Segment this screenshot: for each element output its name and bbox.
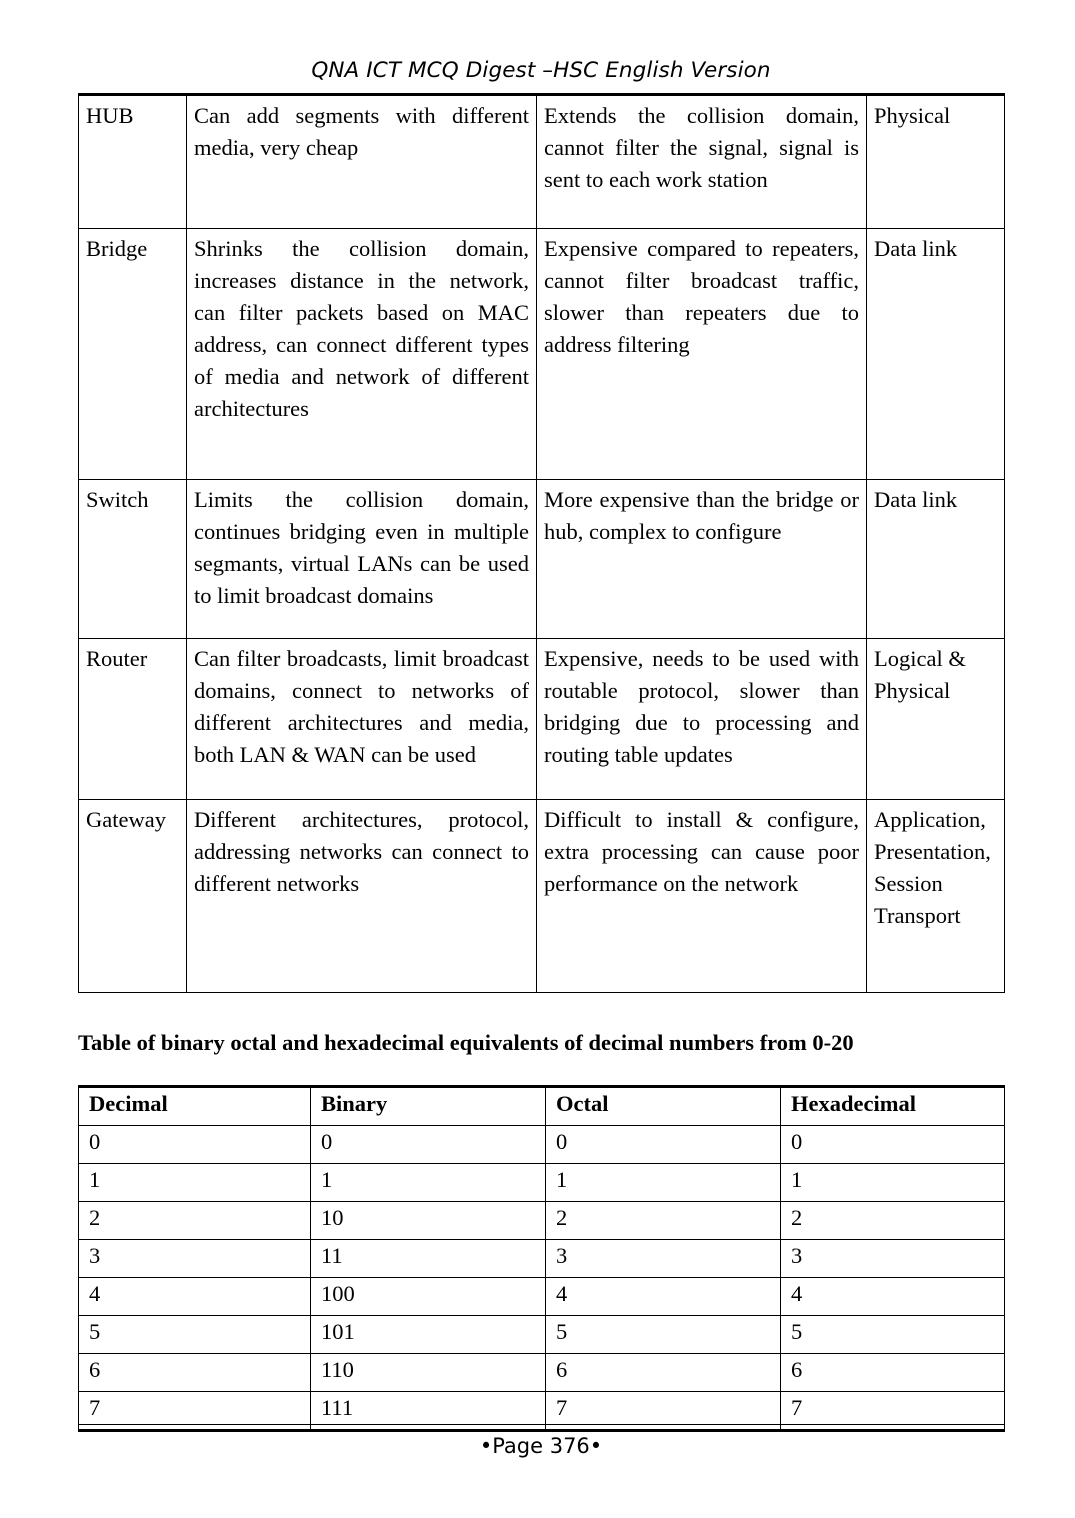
device-advantages-cell: Different architectures, protocol, addressing networks can connect to different networks [187,800,537,993]
decimal-cell: 0 [79,1126,311,1164]
binary-cell: 111 [311,1392,546,1431]
table-row [79,95,1005,229]
running-header: QNA ICT MCQ Digest –HSC English Version [311,58,771,83]
binary-cell: 101 [311,1316,546,1354]
network-devices-table [78,93,1005,993]
device-disadvantages-cell: Expensive compared to repeaters, cannot filter broadcast traffic, slower than repeaters due to address filtering [537,229,867,480]
binary-cell: 1 [311,1164,546,1202]
octal-cell: 2 [546,1202,781,1240]
octal-cell: 6 [546,1354,781,1392]
hexadecimal-cell: 4 [781,1278,1005,1316]
device-layer-cell: Data link [867,229,1005,480]
device-name-cell: Switch [79,480,187,639]
table-row [79,639,1005,800]
hexadecimal-cell: 5 [781,1316,1005,1354]
table-row [79,480,1005,639]
table-row [79,1278,1005,1316]
number-system-table [78,1085,1005,1432]
decimal-cell: 5 [79,1316,311,1354]
device-advantages-cell: Can filter broadcasts, limit broadcast domains, connect to networks of different architectures and media, both LAN & WAN can be used [187,639,537,800]
binary-cell: 0 [311,1126,546,1164]
column-header-octal: Octal [546,1087,781,1126]
hexadecimal-cell: 0 [781,1126,1005,1164]
table-header-row [79,1087,1005,1126]
column-header-decimal: Decimal [79,1087,311,1126]
decimal-cell: 6 [79,1354,311,1392]
device-disadvantages-cell: Expensive, needs to be used with routable protocol, slower than bridging due to processing and routing table updates [537,639,867,800]
octal-cell: 3 [546,1240,781,1278]
table-row [79,229,1005,480]
table-row [79,1316,1005,1354]
table-row [79,1202,1005,1240]
decimal-cell: 2 [79,1202,311,1240]
device-layer-cell: Data link [867,480,1005,639]
table-row [79,1126,1005,1164]
table-row [79,1164,1005,1202]
table-row [79,800,1005,993]
footer-divider [78,1424,1004,1425]
binary-cell: 110 [311,1354,546,1392]
device-layer-cell: Application, Presentation, Session Transport [867,800,1005,993]
hexadecimal-cell: 3 [781,1240,1005,1278]
device-layer-cell: Logical & Physical [867,639,1005,800]
binary-cell: 10 [311,1202,546,1240]
decimal-cell: 4 [79,1278,311,1316]
decimal-cell: 3 [79,1240,311,1278]
section-heading: Table of binary octal and hexadecimal equivalents of decimal numbers from 0-20 [78,1030,854,1055]
column-header-binary: Binary [311,1087,546,1126]
device-name-cell: Gateway [79,800,187,993]
binary-cell: 11 [311,1240,546,1278]
device-disadvantages-cell: Difficult to install & configure, extra processing can cause poor performance on the network [537,800,867,993]
device-advantages-cell: Limits the collision domain, continues bridging even in multiple segmants, virtual LANs can be used to limit broadcast domains [187,480,537,639]
table-row [79,1240,1005,1278]
hexadecimal-cell: 2 [781,1202,1005,1240]
decimal-cell: 1 [79,1164,311,1202]
octal-cell: 5 [546,1316,781,1354]
table-row [79,1354,1005,1392]
octal-cell: 1 [546,1164,781,1202]
octal-cell: 0 [546,1126,781,1164]
octal-cell: 7 [546,1392,781,1431]
device-name-cell: Router [79,639,187,800]
hexadecimal-cell: 6 [781,1354,1005,1392]
octal-cell: 4 [546,1278,781,1316]
hexadecimal-cell: 1 [781,1164,1005,1202]
device-name-cell: Bridge [79,229,187,480]
page-number: •Page 376• [479,1434,603,1458]
device-advantages-cell: Shrinks the collision domain, increases distance in the network, can filter packets based on MAC address, can connect different types of media and network of different architectures [187,229,537,480]
device-advantages-cell: Can add segments with different media, very cheap [187,95,537,229]
hexadecimal-cell: 7 [781,1392,1005,1431]
decimal-cell: 7 [79,1392,311,1431]
device-layer-cell: Physical [867,95,1005,229]
device-disadvantages-cell: Extends the collision domain, cannot filter the signal, signal is sent to each work station [537,95,867,229]
column-header-hexadecimal: Hexadecimal [781,1087,1005,1126]
binary-cell: 100 [311,1278,546,1316]
device-name-cell: HUB [79,95,187,229]
device-disadvantages-cell: More expensive than the bridge or hub, complex to configure [537,480,867,639]
